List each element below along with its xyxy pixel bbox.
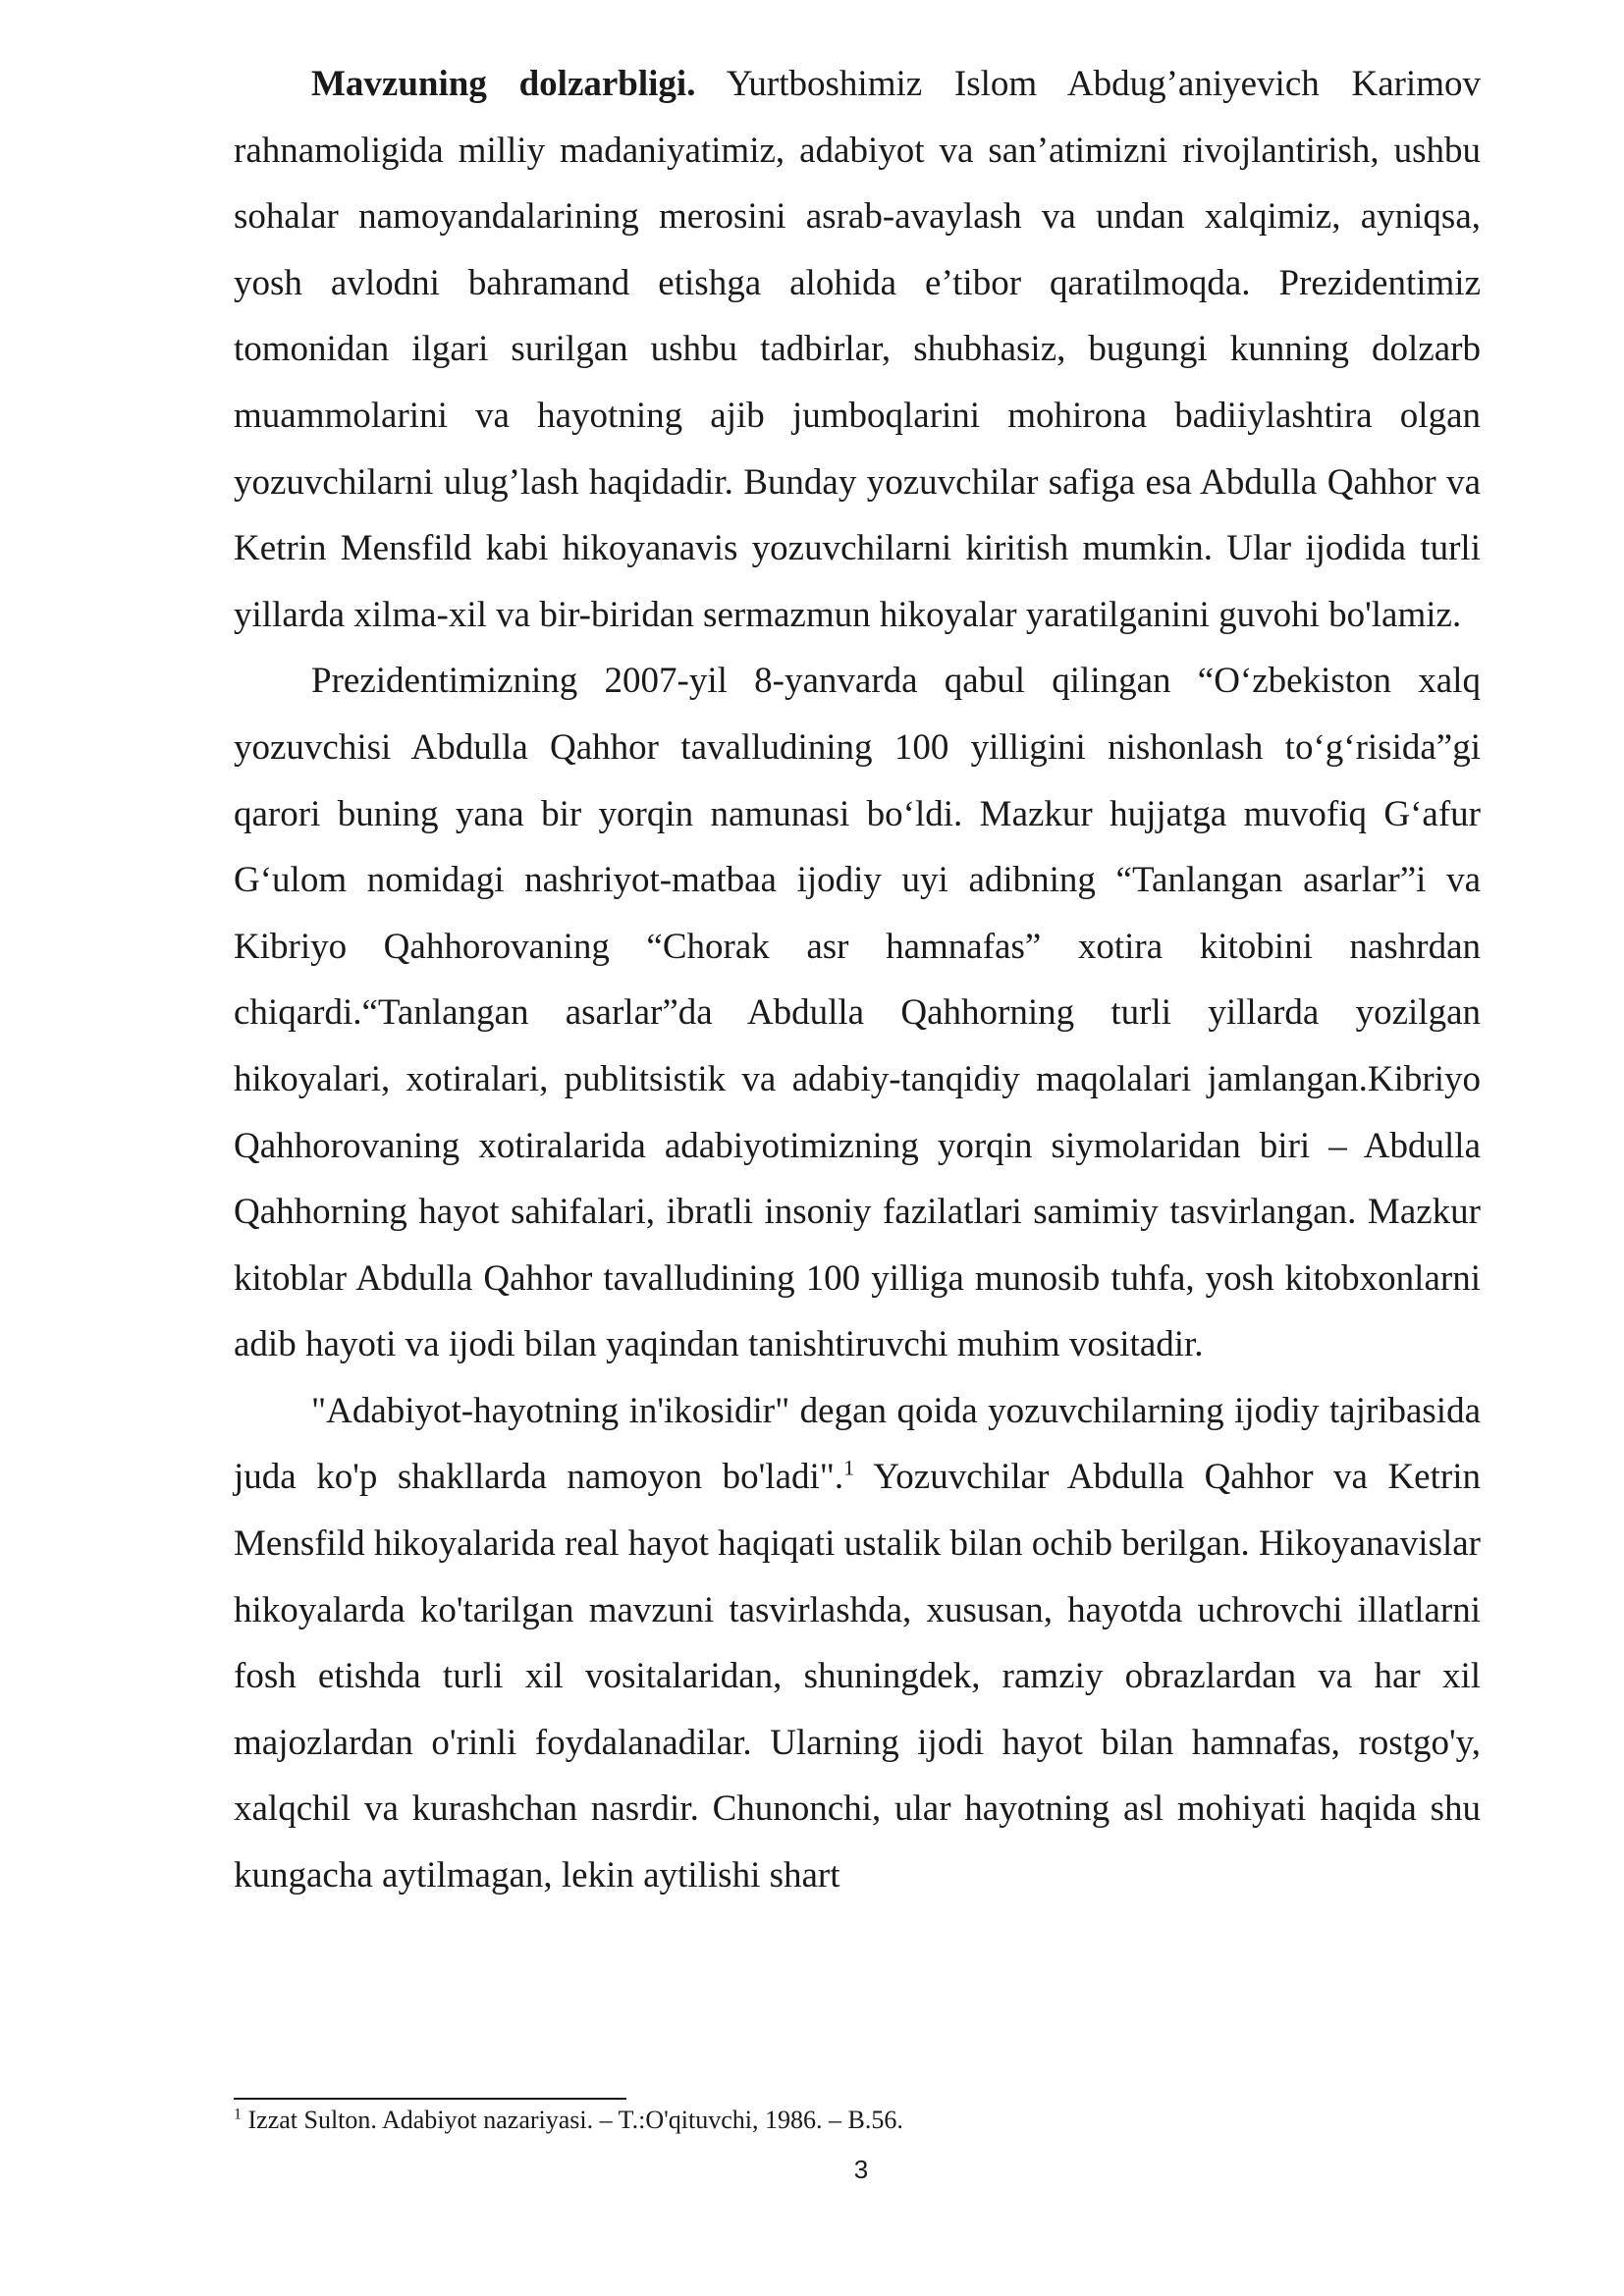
paragraph-literature-reflection xyxy=(234,1378,1481,1909)
paragraph-text-continued: Yozuvchilar Abdulla Qahhor va Ketrin Mensfild hikoyalarida real hayot haqiqati ustalik bilan ochib berilgan. Hikoyanavislar hikoyalarda ko'tarilgan mavzuni tasvirlashda, xususan, hayotda uchrovchi illatlarni fosh etishda turli xil vositalaridan, shuningdek, ramziy obrazlardan va har xil majozlardan o'rinli foydalanadilar. Ularning ijodi hayot bilan hamnafas, rostgo'y, xalqchil va kurashchan nasrdir. Chunonchi, ular hayotning asl mohiyati haqida shu kungacha aytilmagan, lekin aytilishi shart xyxy=(234,1457,1481,1896)
footnote xyxy=(234,2104,1481,2137)
paragraph-text: Prezidentimizning 2007-yil 8-yanvarda qabul qilingan “O‘zbekiston xalq yozuvchisi Abdulla Qahhor tavalludining 100 yilligini nishonlash to‘g‘risida”gi qarori buning yana bir yorqin namunasi bo‘ldi. Mazkur hujjatga muvofiq G‘afur G‘ulom nomidagi nashriyot-matbaa ijodiy uyi adibning “Tanlangan asarlar”i va Kibriyo Qahhorovaning “Chorak asr hamnafas” xotira kitobini nashrdan chiqardi.“Tanlangan asarlar”da Abdulla Qahhorning turli yillarda yozilgan hikoyalari, xotiralari, publitsistik va adabiy-tanqidiy maqolalari jamlangan.Kibriyo Qahhorovaning xotiralarida adabiyotimizning yorqin siymolaridan biri – Abdulla Qahhorning hayot sahifalari, ibratli insoniy fazilatlari samimiy tasvirlangan. Mazkur kitoblar Abdulla Qahhor tavalludining 100 yilliga munosib tuhfa, yosh kitobxonlarni adib hayoti va ijodi bilan yaqindan tanishtiruvchi muhim vositadir. xyxy=(234,661,1481,1365)
paragraph-text: "Adabiyot-hayotning in'ikosidir" degan qoida yozuvchilarning ijodiy tajribasida juda ko'p shakllarda namoyon bo'ladi". xyxy=(234,1390,1481,1498)
footnote-separator xyxy=(234,2098,626,2100)
page-number: 3 xyxy=(853,2155,869,2184)
document-body xyxy=(234,51,1481,1909)
paragraph-lead-heading: Mavzuning dolzarbligi. xyxy=(311,64,696,104)
paragraph-presidential-decree xyxy=(234,648,1481,1378)
footnote-marker: 1 xyxy=(234,2106,242,2123)
paragraph-relevance xyxy=(234,51,1481,648)
footnote-reference: 1 xyxy=(843,1456,855,1481)
footnote-text: Izzat Sulton. Adabiyot nazariyasi. – T.:O'qituvchi, 1986. – B.56. xyxy=(242,2106,903,2134)
paragraph-text: Yurtboshimiz Islom Abdug’aniyevich Karimov rahnamoligida milliy madaniyatimiz, adabiyot va san’atimizni rivojlantirish, ushbu sohalar namoyandalarining merosini asrab-avaylash va undan xalqimiz, ayniqsa, yosh avlodni bahramand etishga alohida e’tibor qaratilmoqda. Prezidentimiz tomonidan ilgari surilgan ushbu tadbirlar, shubhasiz, bugungi kunning dolzarb muammolarini va hayotning ajib jumboqlarini mohirona badiiylashtira olgan yozuvchilarni ulug’lash haqidadir. Bunday yozuvchilar safiga esa Abdulla Qahhor va Ketrin Mensfild kabi hikoyanavis yozuvchilarni kiritish mumkin. Ular ijodida turli yillarda xilma-xil va bir-biridan sermazmun hikoyalar yaratilganini guvohi bo'lamiz. xyxy=(234,64,1481,635)
